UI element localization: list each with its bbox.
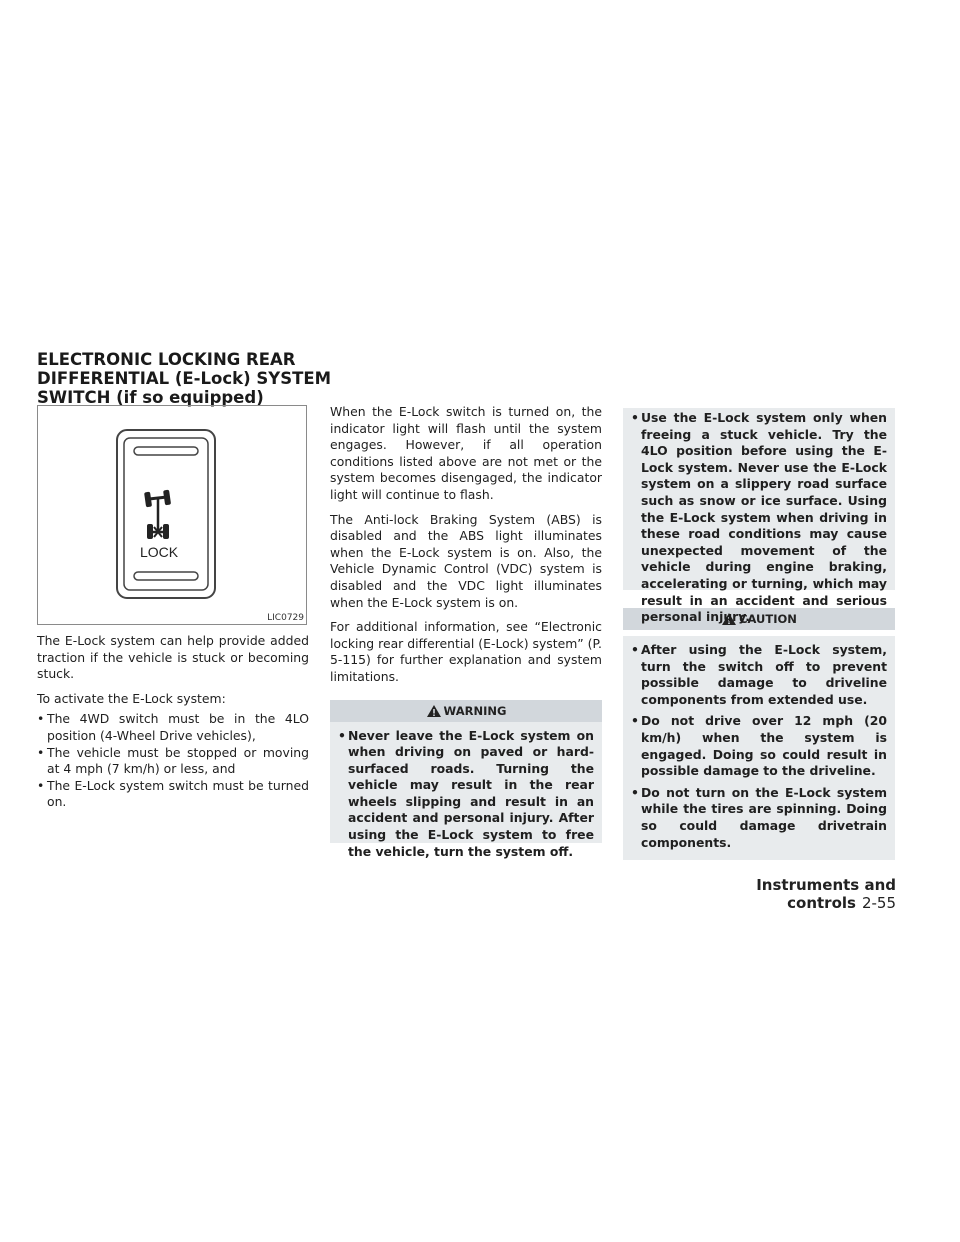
intro-paragraph: The E-Lock system can help provide added traction if the vehicle is stuck or becoming stuck.: [37, 633, 309, 682]
caution-box: [623, 636, 895, 860]
elock-switch-figure: [37, 405, 307, 625]
caution-title: CAUTION: [739, 612, 797, 626]
caution-item: • Do not drive over 12 mph (20 km/h) when the system is engaged. Doing so could result in possible damage to the driveline.: [631, 713, 887, 779]
caution-item: • After using the E-Lock system, turn the switch off to prevent possible damage to driveline components from extended use.: [631, 642, 887, 708]
activate-paragraph: To activate the E-Lock system:: [37, 690, 226, 706]
warning-triangle-icon: [426, 703, 442, 725]
lock-text: LOCK: [139, 544, 179, 560]
warning-item: • Use the E-Lock system only when freeing a stuck vehicle. Try the 4LO position before using the E-Lock system. Never use the E-Lock system on a slippery road surface such as snow or ice surface. Using the E-Lock system when driving in these road conditions may cause unexpected movement of the vehicle during engine braking, accelerating or turning, which may result in an accident and serious personal injury.: [631, 410, 887, 626]
page-number: 2-55: [861, 894, 896, 912]
footer-section-title: Instruments and controls: [756, 876, 896, 912]
caution-item: • Do not turn on the E-Lock system while the tires are spinning. Doing so could damage drivetrain components.: [631, 785, 887, 851]
activation-list: [37, 711, 309, 811]
warning-title: WARNING: [443, 703, 507, 718]
figure-code: LIC0729: [267, 613, 304, 623]
warning-box: [330, 722, 602, 859]
column-1: [37, 633, 309, 811]
paragraph: For additional information, see “Electronic locking rear differential (E-Lock) system” (P. 5-115) for further explanation and system limitations.: [330, 619, 602, 684]
list-item: • The E-Lock system switch must be turned on.: [37, 778, 309, 811]
elock-switch-illustration: [38, 406, 308, 626]
paragraph: The Anti-lock Braking System (ABS) is disabled and the ABS light illuminates when the E-Lock system is on. Also, the Vehicle Dynamic Control (VDC) system is disabled and the VDC light illuminates when the E-Lock system is on.: [330, 511, 602, 610]
list-item: • The vehicle must be stopped or moving at 4 mph (7 km/h) or less, and: [37, 745, 309, 778]
list-item: • The 4WD switch must be in the 4LO position (4-Wheel Drive vehicles),: [37, 711, 309, 744]
page-footer: [700, 876, 896, 912]
column-2: [330, 404, 602, 859]
section-heading: ELECTRONIC LOCKING REAR DIFFERENTIAL (E-Lock) SYSTEM SWITCH (if so equipped): [37, 350, 332, 407]
warning-banner: [330, 700, 602, 722]
paragraph: When the E-Lock switch is turned on, the indicator light will flash until the system engages. However, if all operation conditions listed above are not met or the system becomes disengaged, the indicator light will continue to flash.: [330, 404, 602, 502]
column-3: [623, 408, 895, 860]
warning-item: • Never leave the E-Lock system on when driving on paved or hard-surfaced roads. Turning the vehicle may result in the rear wheels slipping and result in an accident and personal injury. After using the E-Lock system to free the vehicle, turn the system off.: [338, 728, 594, 861]
